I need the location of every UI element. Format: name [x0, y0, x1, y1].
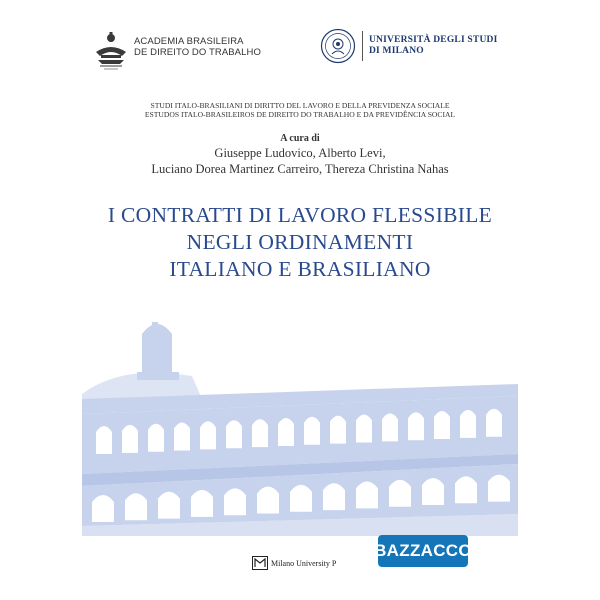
- upper-arch: [148, 424, 164, 452]
- lower-arch: [92, 495, 114, 522]
- academia-name: [134, 36, 261, 58]
- lower-arch: [422, 478, 444, 505]
- upper-arch: [96, 426, 112, 454]
- editors-label: A cura di: [280, 133, 320, 144]
- lower-arch: [224, 488, 246, 515]
- series-line-italian: STUDI ITALO-BRASILIANI DI DIRITTO DEL LAVORO E DELLA PREVIDENZA SOCIALE: [150, 101, 450, 110]
- upper-arch: [200, 421, 216, 449]
- book-title: [82, 202, 518, 283]
- lower-arch: [455, 476, 477, 503]
- lower-arch: [191, 490, 213, 517]
- title-line-1: I CONTRATTI DI LAVORO FLESSIBILE: [107, 203, 493, 227]
- bazzacco-badge: BAZZACCO: [378, 535, 468, 567]
- upper-arch: [304, 417, 320, 445]
- upper-arch: [434, 411, 450, 439]
- academia-line-2: DE DIREITO DO TRABALHO: [134, 47, 261, 58]
- cloister-illustration: [82, 304, 518, 536]
- lower-arch: [356, 481, 378, 508]
- upper-arch: [278, 418, 294, 446]
- upper-arch: [174, 423, 190, 451]
- upper-arch: [226, 420, 242, 448]
- upper-arch: [252, 419, 268, 447]
- academia-logo: [92, 30, 261, 70]
- upper-arch: [408, 412, 424, 440]
- title-line-2: NEGLI ORDINAMENTI: [186, 230, 414, 254]
- lower-arch: [323, 483, 345, 510]
- academia-emblem-icon: [92, 30, 130, 70]
- lower-arch: [257, 487, 279, 514]
- lower-arch: [125, 493, 147, 520]
- publisher-logo-icon: [252, 556, 268, 570]
- publisher-name: Milano University P: [271, 558, 337, 568]
- book-cover: [82, 14, 518, 586]
- publisher-mark: [252, 556, 336, 570]
- upper-arch: [460, 410, 476, 438]
- university-line-1: UNIVERSITÀ DEGLI STUDI: [369, 35, 498, 45]
- upper-arch: [122, 425, 138, 453]
- upper-arch: [486, 409, 502, 437]
- upper-arch: [330, 416, 346, 444]
- academia-line-1: ACADEMIA BRASILEIRA: [134, 36, 244, 47]
- editors-block: [82, 132, 518, 177]
- university-name: [369, 35, 497, 57]
- university-seal-icon: [320, 28, 356, 64]
- lower-arch: [488, 475, 510, 502]
- logo-divider: [362, 31, 363, 61]
- upper-arch: [356, 415, 372, 443]
- series-line-portuguese: ESTUDOS ITALO-BRASILEIROS DE DIREITO DO TRABALHO E DA PREVIDÊNCIA SOCIAL: [144, 110, 456, 119]
- lower-arch: [389, 480, 411, 507]
- university-logo: [320, 28, 497, 64]
- lower-arch: [158, 492, 180, 519]
- series-title: [82, 101, 518, 119]
- title-line-3: ITALIANO E BRASILIANO: [169, 257, 431, 281]
- university-line-2: DI MILANO: [369, 46, 424, 56]
- lower-arch: [290, 485, 312, 512]
- editors-line-1: Giuseppe Ludovico, Alberto Levi,: [214, 146, 386, 160]
- upper-arch: [382, 413, 398, 441]
- editors-line-2: Luciano Dorea Martinez Carreiro, Thereza Christina Nahas: [151, 162, 449, 176]
